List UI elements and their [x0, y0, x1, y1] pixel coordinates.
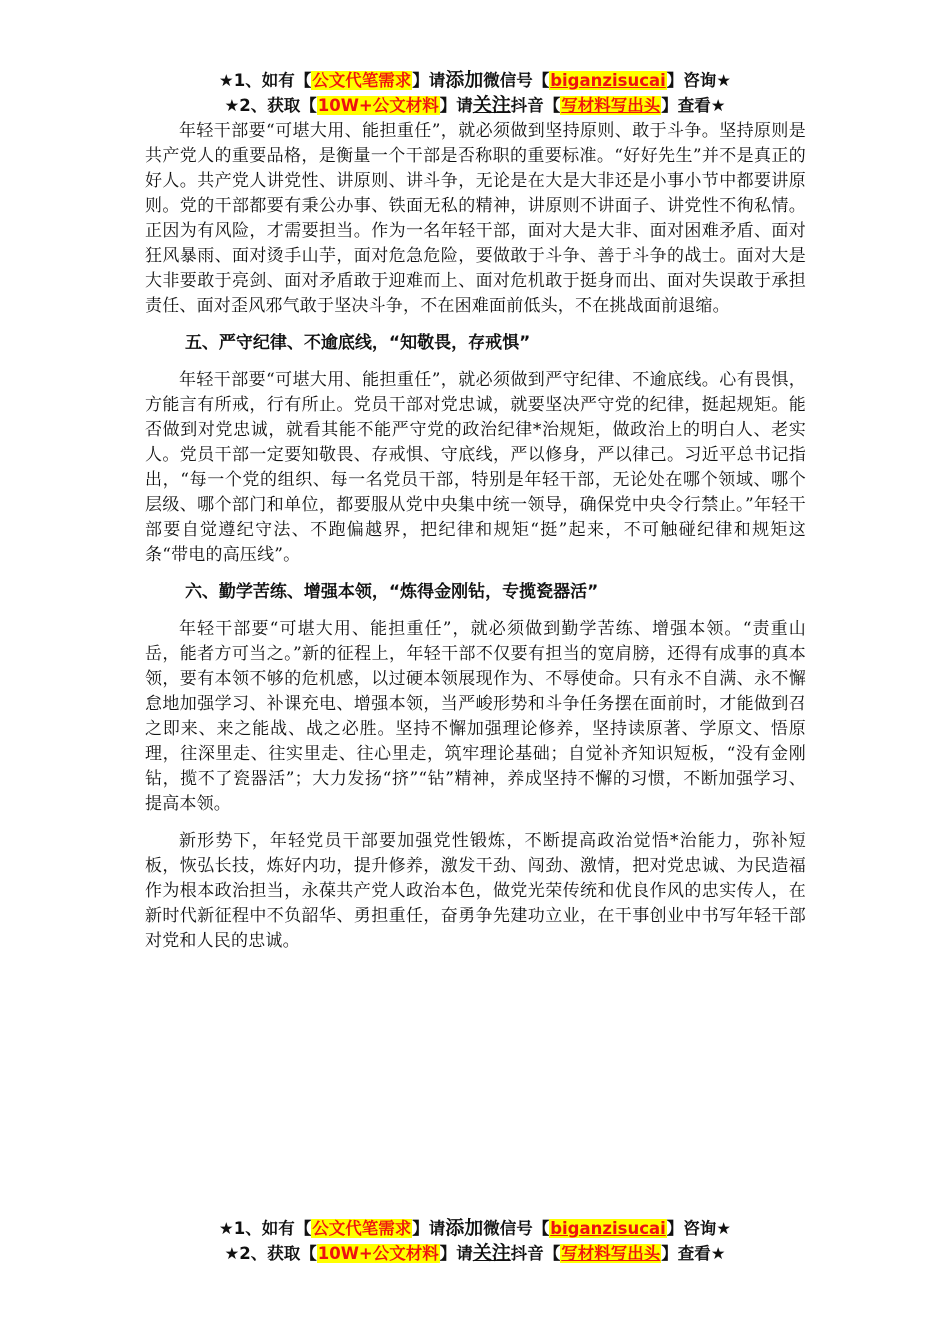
paragraph-4: 新形势下，年轻党员干部要加强党性锻炼，不断提高政治觉悟*治能力，弥补短板，恢弘长技，炼好内功，提升修养，激发干劲、闯劲、激情，把对党忠诚、为民造福作为根本政治担当，永葆共产党人政治本色，做党光荣传统和优良作风的忠实传人，在新时代新征程中不负韶华、勇担重任，奋勇争先建功立业，在干事创业中书写年轻干部对党和人民的忠诚。: [145, 831, 806, 951]
banner-text: ★1、如有【: [218, 71, 312, 90]
banner-emphasis: 关注: [472, 94, 511, 116]
banner-highlight: biganzisucai: [550, 71, 666, 90]
document-body: [145, 119, 806, 954]
banner-text: 抖音【: [510, 96, 561, 115]
banner-emphasis: 关注: [472, 1242, 511, 1264]
banner-highlight: 公文代笔需求: [312, 1219, 412, 1238]
banner-text: 】咨询★: [666, 71, 732, 90]
footer-banner: [0, 1216, 950, 1266]
banner-highlight: 写材料写出头: [561, 96, 661, 115]
banner-text: 】请: [439, 1244, 473, 1263]
banner-line-2: [0, 93, 950, 118]
banner-text: 】请: [412, 71, 446, 90]
banner-line-1: [0, 1216, 950, 1241]
paragraph-3: 年轻干部要“可堪大用、能担重任”，就必须做到勤学苦练、增强本领。“责重山岳，能者方可当之。”新的征程上，年轻干部不仅要有担当的宽肩膀，还得有成事的真本领，要有本领不够的危机感，以过硬本领展现作为、不辱使命。只有永不自满、永不懈怠地加强学习、补课充电、增强本领，当严峻形势和斗争任务摆在面前时，才能做到召之即来、来之能战、战之必胜。坚持不懈加强理论修养，坚持读原著、学原文、悟原理，往深里走、往实里走、往心里走，筑牢理论基础；自觉补齐知识短板，“没有金刚钻，揽不了瓷器活”；大力发扬“挤”“钻”精神，养成坚持不懈的习惯，不断加强学习、提高本领。: [145, 619, 806, 814]
banner-text: 】查看★: [661, 96, 726, 115]
banner-line-2: [0, 1241, 950, 1266]
banner-text: ★2、获取【: [224, 96, 317, 115]
banner-text: ★1、如有【: [218, 1219, 312, 1238]
banner-text: 】查看★: [661, 1244, 726, 1263]
banner-highlight: 10W+公文材料: [317, 1244, 439, 1263]
banner-text: 微信号【: [483, 71, 550, 90]
paragraph-2: 年轻干部要“可堪大用、能担重任”，就必须做到严守纪律、不逾底线。心有畏惧，方能言有所戒，行有所止。党员干部对党忠诚，就要坚决严守党的纪律，挺起规矩。能否做到对党忠诚，就看其能不能严守党的政治纪律*治规矩，做政治上的明白人、老实人。党员干部一定要知敬畏、存戒惧、守底线，严以修身，严以律己。习近平总书记指出，“每一个党的组织、每一名党员干部，特别是年轻干部，无论处在哪个领域、哪个层级、哪个部门和单位，都要服从党中央集中统一领导，确保党中央令行禁止。”年轻干部要自觉遵纪守法、不跑偏越界，把纪律和规矩“挺”起来，不可触碰纪律和规矩这条“带电的高压线”。: [145, 370, 806, 565]
banner-text: 】咨询★: [666, 1219, 732, 1238]
paragraph-1: 年轻干部要“可堪大用、能担重任”，就必须做到坚持原则、敢于斗争。坚持原则是共产党人的重要品格，是衡量一个干部是否称职的重要标准。“好好先生”并不是真正的好人。共产党人讲党性、讲原则、讲斗争，无论是在大是大非还是小事小节中都要讲原则。党的干部都要有秉公办事、铁面无私的精神，讲原则不讲面子、讲党性不徇私情。正因为有风险，才需要担当。作为一名年轻干部，面对大是大非、面对困难矛盾、面对狂风暴雨、面对烫手山芋，面对危急危险，要做敢于斗争、善于斗争的战士。面对大是大非要敢于亮剑、面对矛盾敢于迎难而上、面对危机敢于挺身而出、面对失误敢于承担责任、面对歪风邪气敢于坚决斗争，不在困难面前低头，不在挑战面前退缩。: [145, 121, 806, 316]
banner-text: 】请: [412, 1219, 446, 1238]
banner-text: 抖音【: [510, 1244, 561, 1263]
banner-highlight: 10W+公文材料: [317, 96, 439, 115]
banner-text: 】请: [439, 96, 473, 115]
banner-line-1: [0, 68, 950, 93]
banner-emphasis: 添加: [445, 1217, 484, 1239]
banner-text: ★2、获取【: [224, 1244, 317, 1263]
banner-highlight: 写材料写出头: [561, 1244, 661, 1263]
banner-emphasis: 添加: [445, 69, 484, 91]
header-banner: [0, 68, 950, 118]
banner-highlight: 公文代笔需求: [312, 71, 412, 90]
banner-text: 微信号【: [483, 1219, 550, 1238]
section-heading-5: 五、严守纪律、不逾底线，“知敬畏，存戒惧”: [184, 333, 531, 353]
section-heading-6: 六、勤学苦练、增强本领，“炼得金刚钻，专揽瓷器活”: [184, 582, 599, 602]
banner-highlight: biganzisucai: [550, 1219, 666, 1238]
